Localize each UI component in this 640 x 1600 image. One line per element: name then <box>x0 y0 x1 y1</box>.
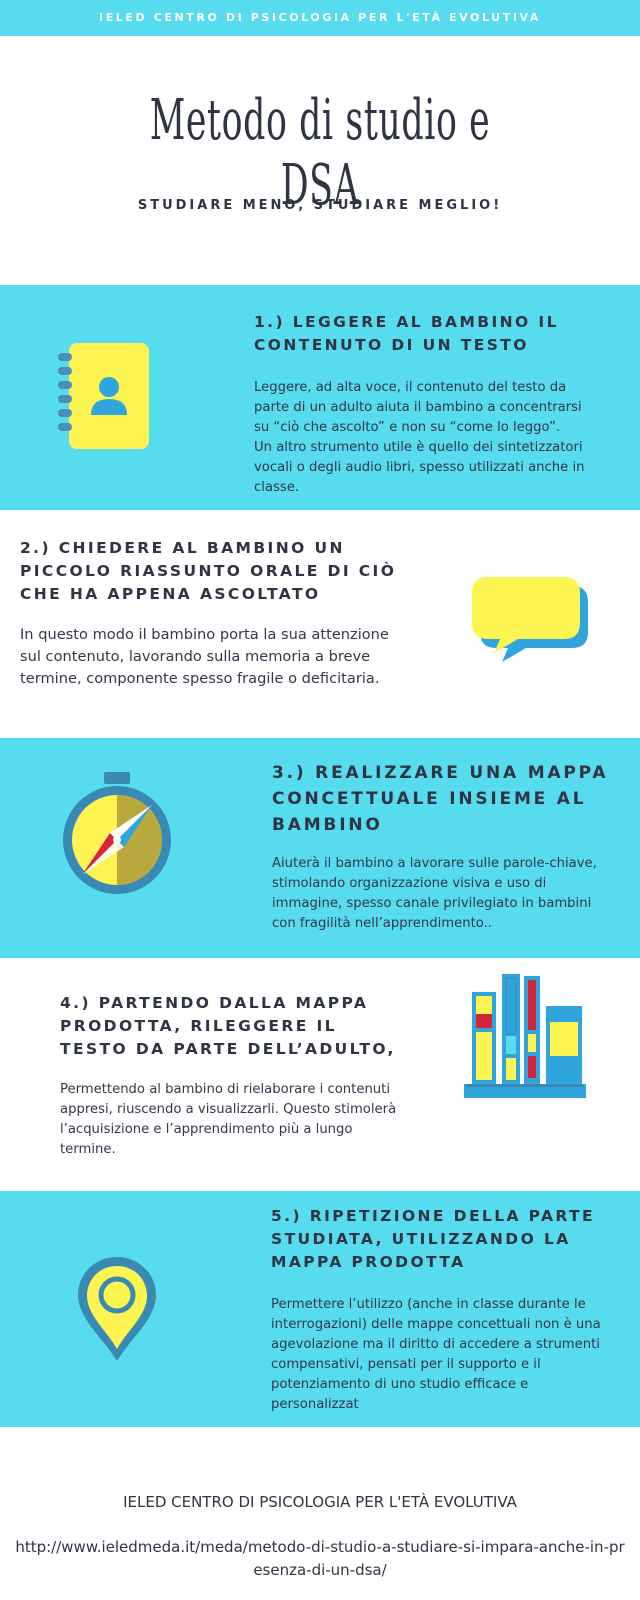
section-2-body: In questo modo il bambino porta la sua attenzione sul contenuto, lavorando sulla memoria a breve termine, componente spesso fragile o deficitaria. <box>20 626 389 687</box>
top-banner <box>0 0 640 36</box>
footer-org-name: IELED CENTRO DI PSICOLOGIA PER L'ETÀ EVOLUTIVA <box>123 1493 517 1511</box>
books-icon <box>464 974 588 1100</box>
page-subtitle: STUDIARE MENO, STUDIARE MEGLIO! <box>137 198 503 213</box>
section-2 <box>0 510 640 738</box>
map-pin-icon <box>74 1253 160 1365</box>
section-4-title: 4.) PARTENDO DALLA MAPPA PRODOTTA, RILEGGERE IL TESTO DA PARTE DELL’ADULTO, <box>60 994 396 1058</box>
section-3-body: Aiuterà il bambino a lavorare sulle parole-chiave, stimolando organizzazione visiva e uso di immagine, spesso canale privilegiato in bambini con fragilità nell’apprendimento.. <box>272 856 597 931</box>
address-book-icon <box>55 343 155 453</box>
compass-icon <box>62 772 172 896</box>
section-3 <box>0 738 640 958</box>
page-title: Metodo di studio e DSA <box>149 88 491 218</box>
section-1-body: Leggere, ad alta voce, il contenuto del testo da parte di un adulto aiuta il bambino a concentrarsi su “ciò che ascolto” e non su “come lo leggo”. Un altro strumento utile è quello dei sintetizzatori vocali o degli audio libri, spesso utilizzati anche in classe. <box>254 380 585 495</box>
section-5-title: 5.) RIPETIZIONE DELLA PARTE STUDIATA, UTILIZZANDO LA MAPPA PRODOTTA <box>271 1207 596 1271</box>
section-4 <box>0 958 640 1191</box>
speech-bubble-icon <box>466 577 588 669</box>
footer-link[interactable]: http://www.ieledmeda.it/meda/metodo-di-studio-a-studiare-si-impara-anche-in-presenza-di-un-dsa/ <box>15 1538 625 1579</box>
section-1-title: 1.) LEGGERE AL BAMBINO IL CONTENUTO DI UN TESTO <box>254 313 559 354</box>
section-5-body: Permettere l’utilizzo (anche in classe durante le interrogazioni) delle mappe concettuali non è una agevolazione ma il diritto di accedere a strumenti compensativi, pensati per il supporto e il potenziamento di uno studio efficace e personalizzat <box>271 1297 601 1412</box>
org-name: IELED CENTRO DI PSICOLOGIA PER L'ETÀ EVOLUTIVA <box>99 11 541 24</box>
section-4-body: Permettendo al bambino di rielaborare i contenuti appresi, riuscendo a visualizzarli. Questo stimolerà l’acquisizione e l’apprendimento più a lungo termine. <box>60 1082 397 1157</box>
section-2-title: 2.) CHIEDERE AL BAMBINO UN PICCOLO RIASSUNTO ORALE DI CIÒ CHE HA APPENA ASCOLTATO <box>20 539 397 603</box>
section-1 <box>0 285 640 510</box>
section-5 <box>0 1191 640 1427</box>
section-3-title: 3.) REALIZZARE UNA MAPPA CONCETTUALE INSIEME AL BAMBINO <box>272 763 609 835</box>
